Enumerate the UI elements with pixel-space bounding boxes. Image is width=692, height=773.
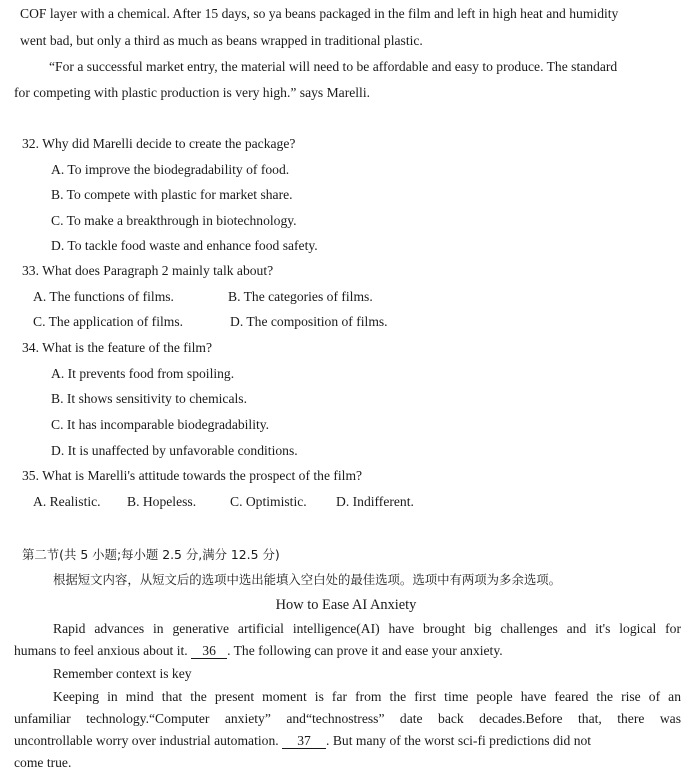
section-heading: 第二节(共 5 小题;每小题 2.5 分,满分 12.5 分) (22, 547, 280, 562)
question-32-stem: 32. Why did Marelli decide to create the package? (22, 136, 296, 151)
blank-37[interactable]: 37 (282, 734, 326, 749)
passage-line-with-blank (14, 733, 591, 749)
blank-36[interactable]: 36 (191, 644, 227, 659)
question-35-option-d[interactable]: D. Indifferent. (336, 494, 414, 509)
question-34-option-b[interactable]: B. It shows sensitivity to chemicals. (51, 391, 247, 406)
passage-line: COF layer with a chemical. After 15 days, so ya beans packaged in the film and left in high heat and humidity (20, 6, 619, 21)
passage-line: for competing with plastic production is very high.” says Marelli. (14, 85, 371, 100)
passage-text: humans to feel anxious about it. (14, 643, 188, 658)
passage-line: Rapid advances in generative artificial intelligence(AI) have brought big challenges and it's logical for (53, 621, 681, 636)
question-33-option-c[interactable]: C. The application of films. (33, 314, 184, 329)
question-32-option-c[interactable]: C. To make a breakthrough in biotechnology. (51, 213, 297, 228)
question-34-stem: 34. What is the feature of the film? (22, 340, 212, 355)
passage-line: Keeping in mind that the present moment is far from the first time people have feared the rise of an (53, 689, 681, 704)
question-34-option-d[interactable]: D. It is unaffected by unfavorable conditions. (51, 443, 298, 458)
passage-text: uncontrollable worry over industrial automation. (14, 733, 279, 748)
passage-line: unfamiliar technology.“Computer anxiety” and“technostress” date back decades.Before that, there was (14, 711, 681, 726)
question-35-option-c[interactable]: C. Optimistic. (230, 494, 307, 509)
question-33-option-a[interactable]: A. The functions of films. (33, 289, 174, 304)
question-35-option-a[interactable]: A. Realistic. (33, 494, 101, 509)
question-33-option-d[interactable]: D. The composition of films. (230, 314, 388, 329)
passage-line: come true. (14, 755, 72, 770)
question-32-option-a[interactable]: A. To improve the biodegradability of food. (51, 162, 290, 177)
question-35-stem: 35. What is Marelli's attitude towards the prospect of the film? (22, 468, 363, 483)
passage-line: went bad, but only a third as much as beans wrapped in traditional plastic. (20, 33, 423, 48)
passage-title: How to Ease AI Anxiety (275, 597, 417, 613)
question-34-option-c[interactable]: C. It has incomparable biodegradability. (51, 417, 270, 432)
passage-text: . But many of the worst sci-fi predictions did not (326, 733, 592, 748)
question-35-option-b[interactable]: B. Hopeless. (127, 494, 197, 509)
question-32-option-d[interactable]: D. To tackle food waste and enhance food safety. (51, 238, 318, 253)
passage-line: “For a successful market entry, the material will need to be affordable and easy to produce. The standard (49, 59, 618, 74)
section-instruction: 根据短文内容，从短文后的选项中选出能填入空白处的最佳选项。选项中有两项为多余选项。 (53, 572, 562, 587)
question-33-stem: 33. What does Paragraph 2 mainly talk about? (22, 263, 274, 278)
passage-line-with-blank (14, 643, 503, 659)
passage-text: . The following can prove it and ease your anxiety. (227, 643, 503, 658)
question-33-option-b[interactable]: B. The categories of films. (228, 289, 373, 304)
subheading: Remember context is key (53, 666, 192, 681)
question-32-option-b[interactable]: B. To compete with plastic for market share. (51, 187, 293, 202)
question-34-option-a[interactable]: A. It prevents food from spoiling. (51, 366, 235, 381)
